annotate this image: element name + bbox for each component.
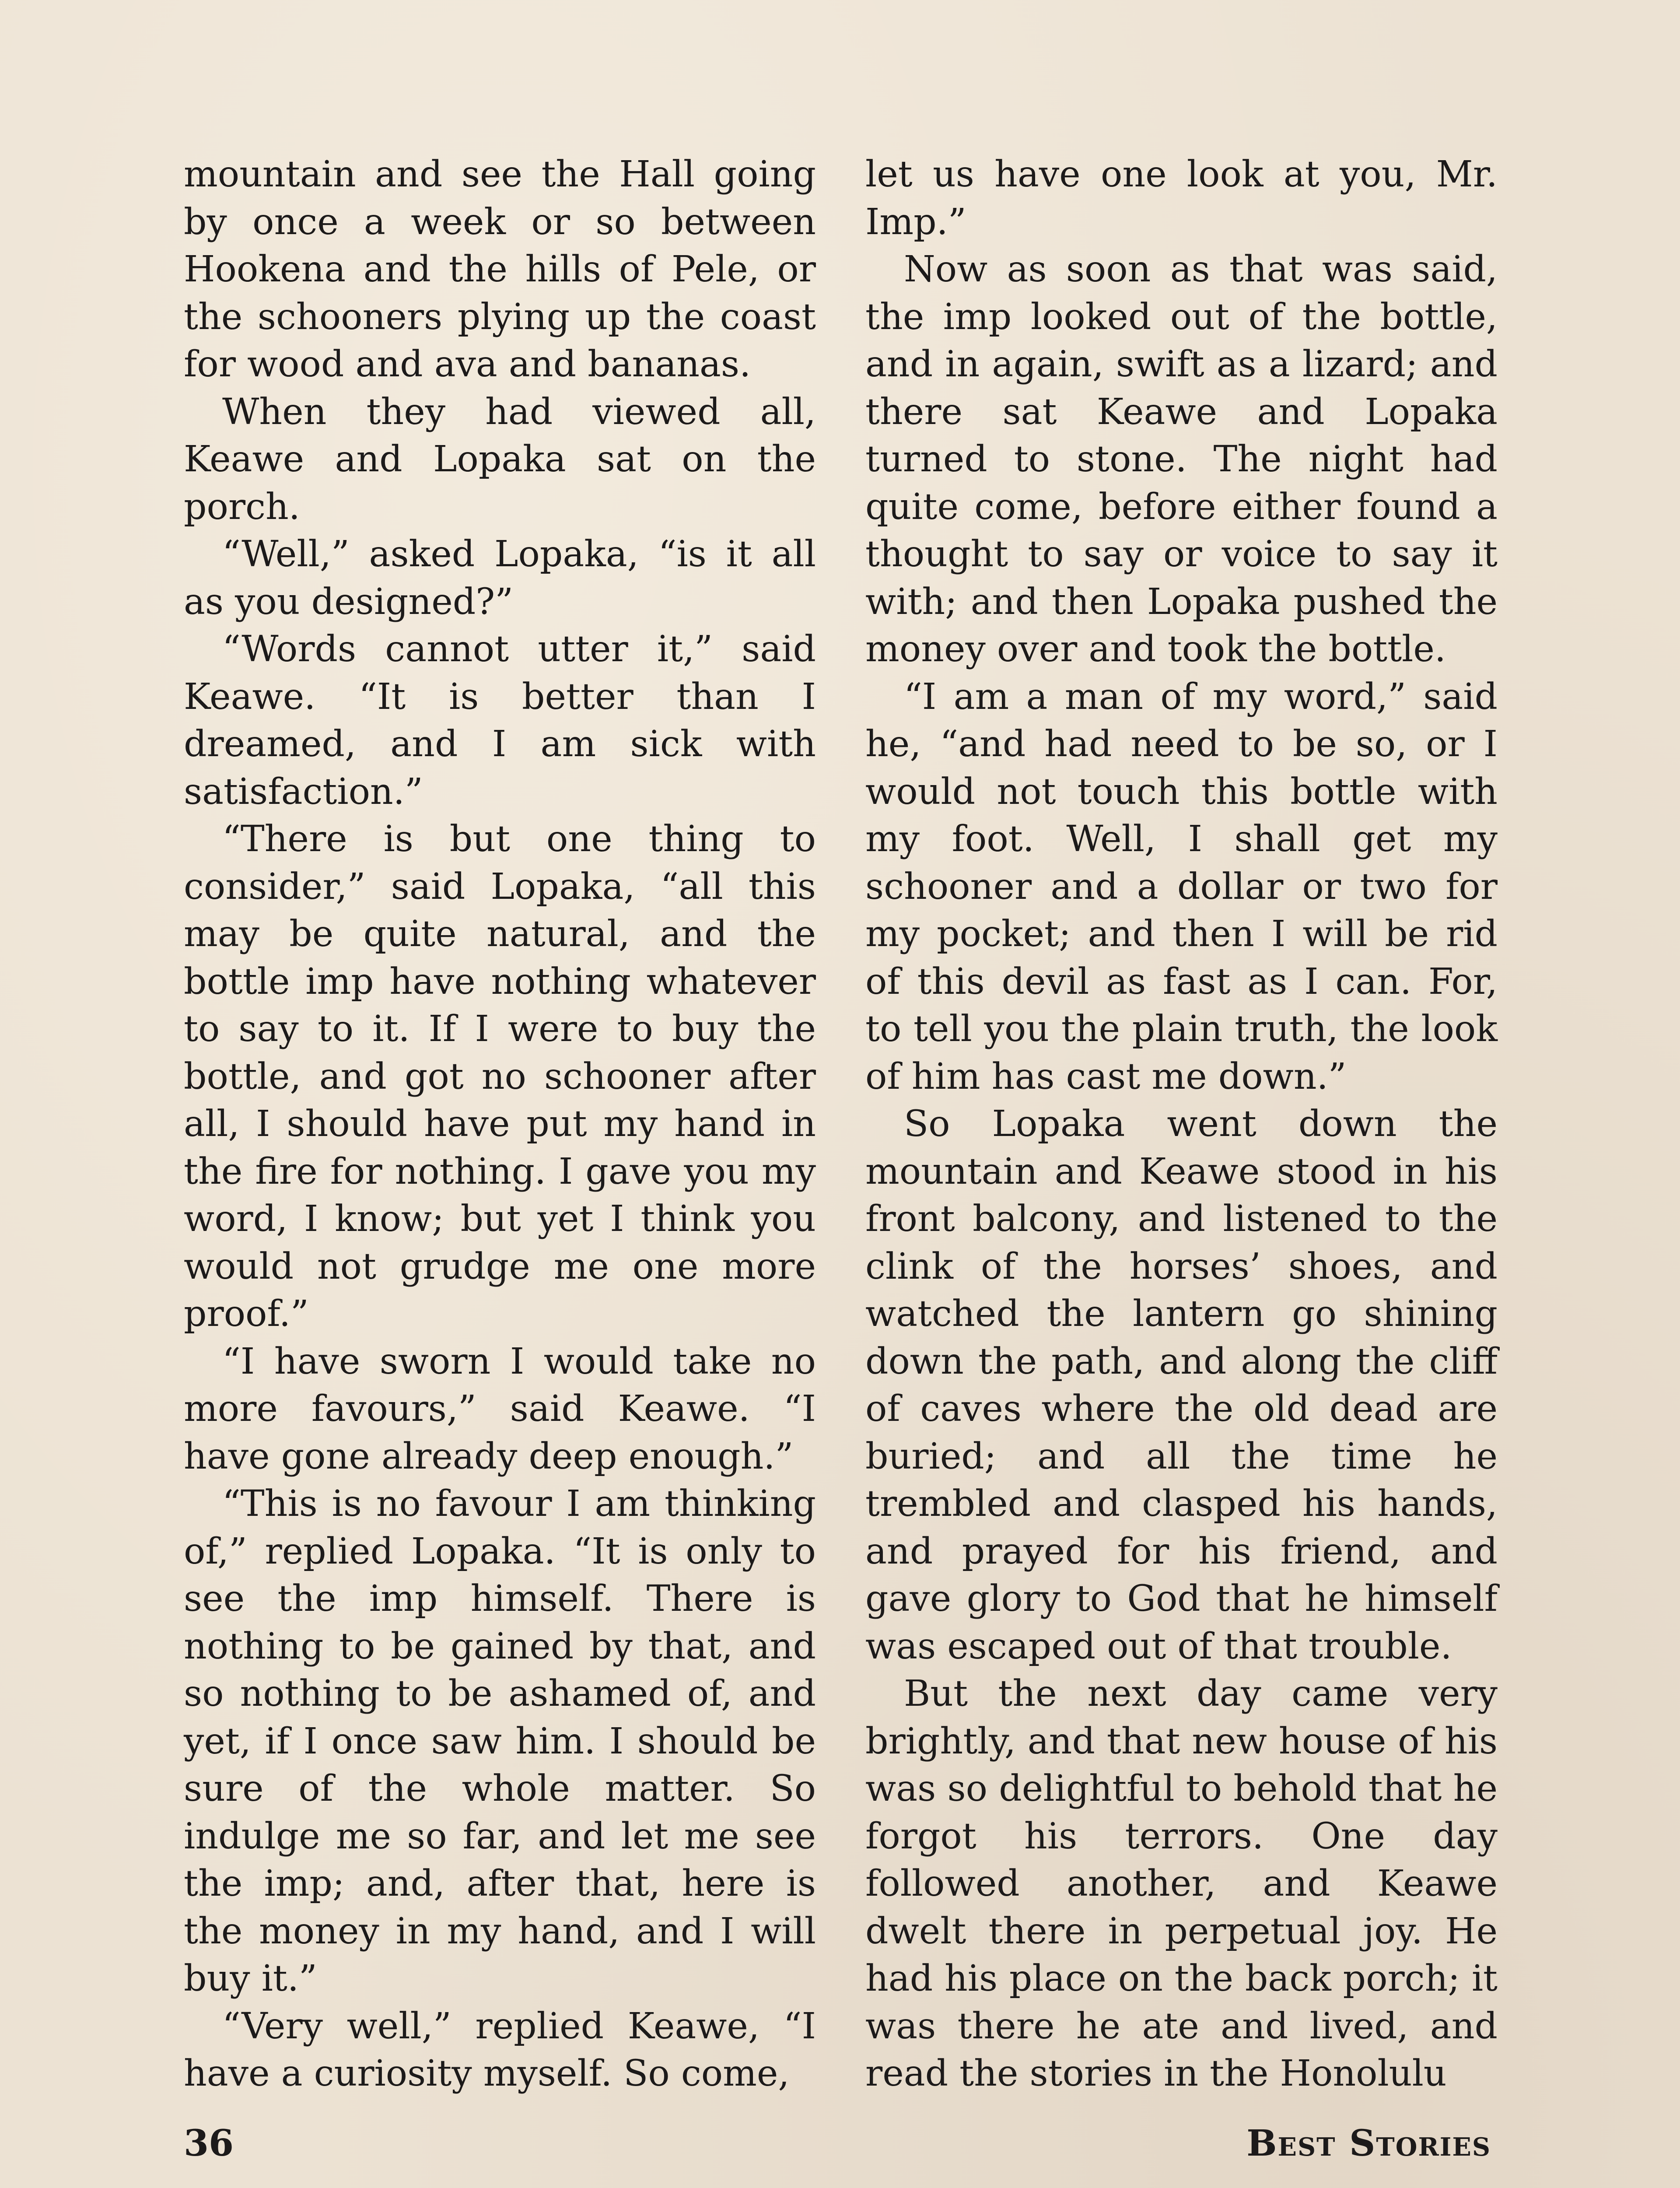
paragraph: “This is no favour I am thinking of,” replied Lopaka. “It is only to see the imp himself. There is nothing to be gained by that, and so nothing to be ashamed of, and yet, if I once saw him. I should be sure of the whole matter. So indulge me so far, and let me see the imp; and, after that, here is the money in my hand, and I will buy it.” bbox=[184, 1483, 816, 1999]
running-footer-title: Best Stories bbox=[1246, 2122, 1491, 2164]
left-text-column bbox=[184, 151, 816, 2098]
paragraph: “Words cannot utter it,” said Keawe. “It is better than I dreamed, and I am sick with satisfaction.” bbox=[184, 628, 816, 813]
paragraph: “There is but one thing to consider,” said Lopaka, “all this may be quite natural, and the bottle imp have nothing whatever to say to it. If I were to buy the bottle, and got no schooner after all, I should have put my hand in the fire for nothing. I gave you my word, I know; but yet I think you would not grudge me one more proof.” bbox=[184, 818, 816, 1335]
right-text-column bbox=[865, 151, 1498, 2098]
paragraph-continuation: let us have one look at you, Mr. Imp.” bbox=[865, 154, 1498, 243]
page-number: 36 bbox=[184, 2122, 234, 2164]
paragraph: “I have sworn I would take no more favours,” said Keawe. “I have gone already deep enough.” bbox=[184, 1340, 816, 1477]
paragraph-continuation: mountain and see the Hall going by once a week or so between Hookena and the hills of Pele, or the schooners plying up the coast for wood and ava and bananas. bbox=[184, 154, 816, 385]
paragraph: So Lopaka went down the mountain and Keawe stood in his front balcony, and listened to the clink of the horses’ shoes, and watched the lantern go shining down the path, and along the cliff of caves where the old dead are buried; and all the time he trembled and clasped his hands, and prayed for his friend, and gave glory to God that he himself was escaped out of that trouble. bbox=[865, 1103, 1498, 1667]
paragraph: When they had viewed all, Keawe and Lopaka sat on the porch. bbox=[184, 391, 816, 528]
paragraph: But the next day came very brightly, and that new house of his was so delightful to behold that he forgot his terrors. One day followed another, and Keawe dwelt there in perpetual joy. He had his place on the back porch; it was there he ate and lived, and read the stories in the Honolulu bbox=[865, 1673, 1498, 2094]
paragraph: Now as soon as that was said, the imp looked out of the bottle, and in again, swift as a lizard; and there sat Keawe and Lopaka turned to stone. The night had quite come, before either found a thought to say or voice to say it with; and then Lopaka pushed the money over and took the bottle. bbox=[865, 249, 1498, 670]
paragraph: “I am a man of my word,” said he, “and had need to be so, or I would not touch this bottle with my foot. Well, I shall get my schooner and a dollar or two for my pocket; and then I will be rid of this devil as fast as I can. For, to tell you the plain truth, the look of him has cast me down.” bbox=[865, 676, 1498, 1098]
paragraph: “Well,” asked Lopaka, “is it all as you designed?” bbox=[184, 533, 816, 623]
paragraph: “Very well,” replied Keawe, “I have a curiosity myself. So come, bbox=[184, 2005, 816, 2094]
